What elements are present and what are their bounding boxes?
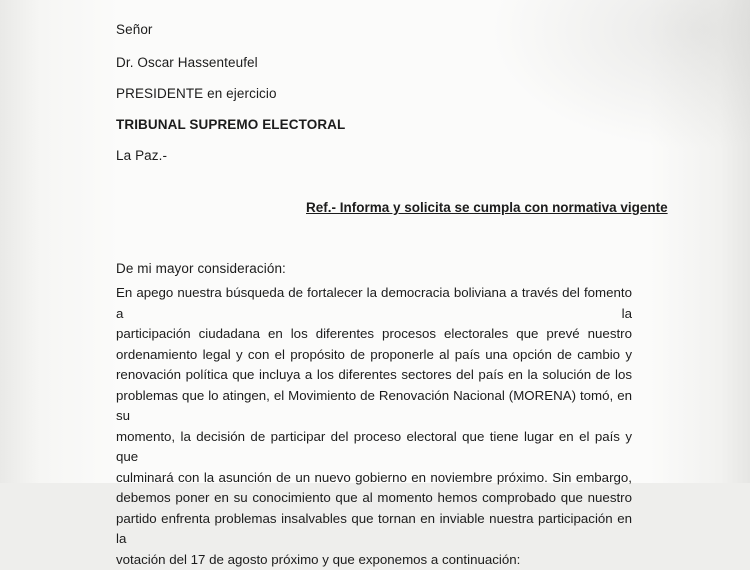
body-line: renovación política que incluya a los diferentes sectores del país en la solución de los (116, 365, 632, 386)
paper-shadow (490, 0, 750, 150)
body-line: momento, la decisión de participar del proceso electoral que tiene lugar en el país y que (116, 427, 632, 468)
body-line: partido enfrenta problemas insalvables que tornan en inviable nuestra participación en la (116, 509, 632, 550)
body-line: debemos poner en su conocimiento que al momento hemos comprobado que nuestro (116, 488, 632, 509)
body-line: ordenamiento legal y con el propósito de proponerle al país una opción de cambio y (116, 345, 632, 366)
body-line: culminará con la asunción de un nuevo gobierno en noviembre próximo. Sin embargo, (116, 468, 632, 489)
greeting: De mi mayor consideración: (116, 261, 286, 276)
body-line: En apego nuestra búsqueda de fortalecer la democracia boliviana a través del fomento a la (116, 283, 632, 324)
reference-line: Ref.- Informa y solicita se cumpla con normativa vigente (306, 200, 668, 215)
addressee-name: Dr. Oscar Hassenteufel (116, 55, 258, 70)
body-line: votación del 17 de agosto próximo y que exponemos a continuación: (116, 550, 632, 570)
addressee-institution: TRIBUNAL SUPREMO ELECTORAL (116, 117, 345, 132)
addressee-city: La Paz.- (116, 148, 167, 163)
salutation: Señor (116, 22, 153, 37)
letter-body (116, 283, 632, 570)
body-line: problemas que lo atingen, el Movimiento de Renovación Nacional (MORENA) tomó, en su (116, 386, 632, 427)
body-line: participación ciudadana en los diferentes procesos electorales que prevé nuestro (116, 324, 632, 345)
addressee-position: PRESIDENTE en ejercicio (116, 86, 277, 101)
